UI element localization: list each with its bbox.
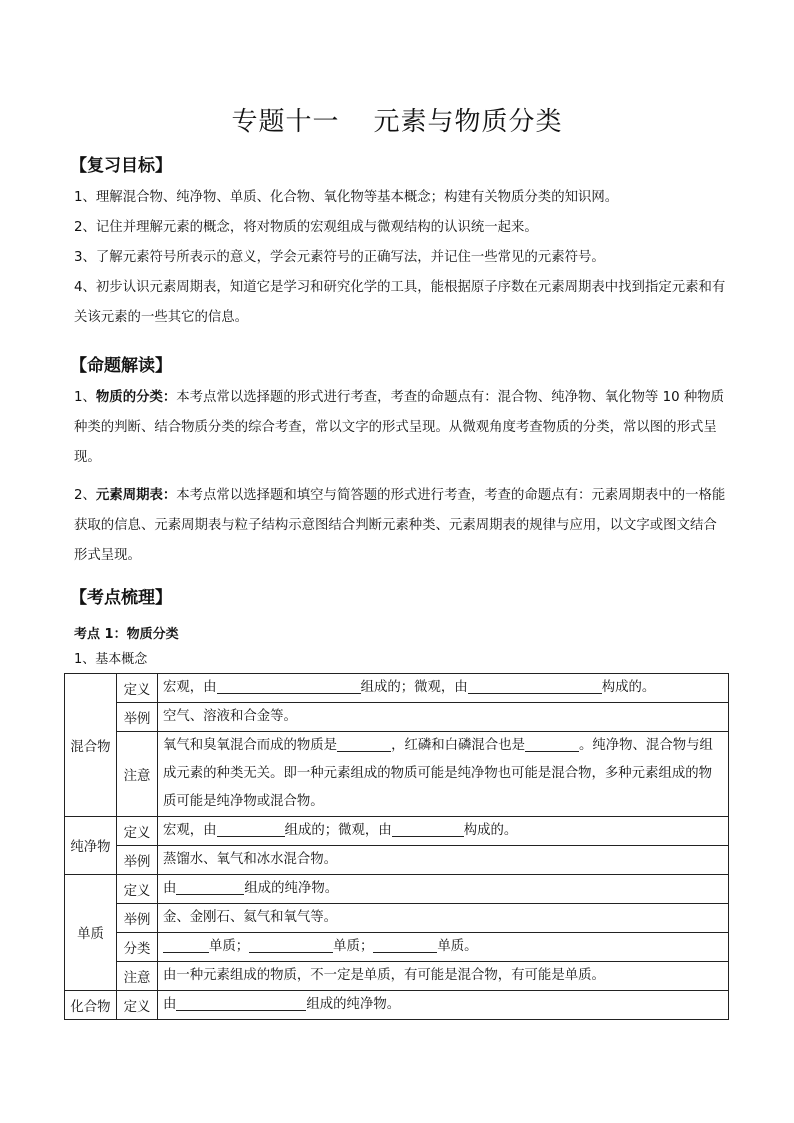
element-example: 金、金刚石、氦气和氧气等。	[158, 904, 729, 933]
row-label: 定义	[117, 817, 158, 846]
blank-line	[176, 995, 306, 1011]
mixture-note: 氧气和臭氧混合而成的物质是 ，红磷和白磷混合也是 。纯净物、混合物与组成元素的种类无关。即一种元素组成的物质可能是纯净物也可能是混合物，多种元素组成的物质可能是纯净物或混合物。	[158, 732, 729, 817]
table-row	[65, 674, 729, 703]
classification-table	[64, 673, 729, 1020]
table-row	[65, 991, 729, 1020]
point-1-title: 考点 1：物质分类	[74, 627, 179, 642]
review-item: 2、记住并理解元素的概念，将对物质的宏观组成与微观结构的认识统一起来。	[74, 220, 538, 235]
blank-line	[163, 937, 209, 953]
table-row	[65, 904, 729, 933]
title-part-2: 元素与物质分类	[373, 107, 563, 137]
blank-line	[337, 736, 391, 752]
analysis-topic-2: 元素周期表：	[95, 488, 177, 503]
review-list	[74, 183, 726, 333]
review-item: 3、了解元素符号所表示的意义，学会元素符号的正确写法，并记住一些常见的元素符号。	[74, 250, 605, 265]
table-row	[65, 933, 729, 962]
blank-line	[217, 821, 285, 837]
analysis-paragraph-1: 1、物质的分类：本考点常以选择题的形式进行考查，考查的命题点有：混合物、纯净物、氧化物等 10 种物质种类的判断、结合物质分类的综合考查，常以文字的形式呈现。从微观角度考查物质的分类，常以图的形式呈现。	[74, 390, 725, 465]
element-note: 由一种元素组成的物质，不一定是单质，有可能是混合物，有可能是单质。	[158, 962, 729, 991]
title-part-1: 专题十一	[231, 107, 340, 137]
page-title	[0, 101, 794, 138]
review-heading: 【复习目标】	[70, 156, 172, 176]
review-item: 4、初步认识元素周期表，知道它是学习和研究化学的工具，能根据原子序数在元素周期表中找到指定元素和有关该元素的一些其它的信息。	[74, 280, 726, 325]
points-heading: 【考点梳理】	[70, 588, 172, 608]
row-label: 分类	[117, 933, 158, 962]
pure-example: 蒸馏水、氧气和冰水混合物。	[158, 846, 729, 875]
category-pure: 纯净物	[65, 817, 117, 875]
pure-definition: 宏观，由 组成的；微观，由 构成的。	[158, 817, 729, 846]
blank-line	[525, 736, 579, 752]
blank-line	[373, 937, 437, 953]
table-row	[65, 817, 729, 846]
blank-line	[217, 678, 361, 694]
category-mixture: 混合物	[65, 674, 117, 817]
review-item: 1、理解混合物、纯净物、单质、化合物、氧化物等基本概念；构建有关物质分类的知识网。	[74, 190, 619, 205]
row-label: 举例	[117, 703, 158, 732]
row-label: 定义	[117, 991, 158, 1020]
row-label: 注意	[117, 732, 158, 817]
element-classification: 单质； 单质； 单质。	[158, 933, 729, 962]
row-label: 举例	[117, 904, 158, 933]
compound-definition: 由 组成的纯净物。	[158, 991, 729, 1020]
element-definition: 由 组成的纯净物。	[158, 875, 729, 904]
table-row	[65, 962, 729, 991]
category-compound: 化合物	[65, 991, 117, 1020]
analysis-paragraph-2: 2、元素周期表：本考点常以选择题和填空与简答题的形式进行考查，考查的命题点有：元素周期表中的一格能获取的信息、元素周期表与粒子结构示意图结合判断元素种类、元素周期表的规律与应用，以文字或图文结合形式呈现。	[74, 488, 726, 563]
table-row	[65, 703, 729, 732]
analysis-topic-1: 物质的分类：	[95, 390, 177, 405]
blank-line	[392, 821, 464, 837]
category-element: 单质	[65, 875, 117, 991]
blank-line	[468, 678, 602, 694]
basic-concepts-label: 1、基本概念	[74, 652, 148, 667]
mixture-example: 空气、溶液和合金等。	[158, 703, 729, 732]
blank-line	[176, 879, 244, 895]
analysis-heading: 【命题解读】	[70, 356, 172, 376]
row-label: 定义	[117, 674, 158, 703]
row-label: 定义	[117, 875, 158, 904]
mixture-definition: 宏观，由 组成的；微观，由 构成的。	[158, 674, 729, 703]
table-row	[65, 732, 729, 817]
row-label: 举例	[117, 846, 158, 875]
row-label: 注意	[117, 962, 158, 991]
table-row	[65, 846, 729, 875]
table-row	[65, 875, 729, 904]
blank-line	[249, 937, 333, 953]
